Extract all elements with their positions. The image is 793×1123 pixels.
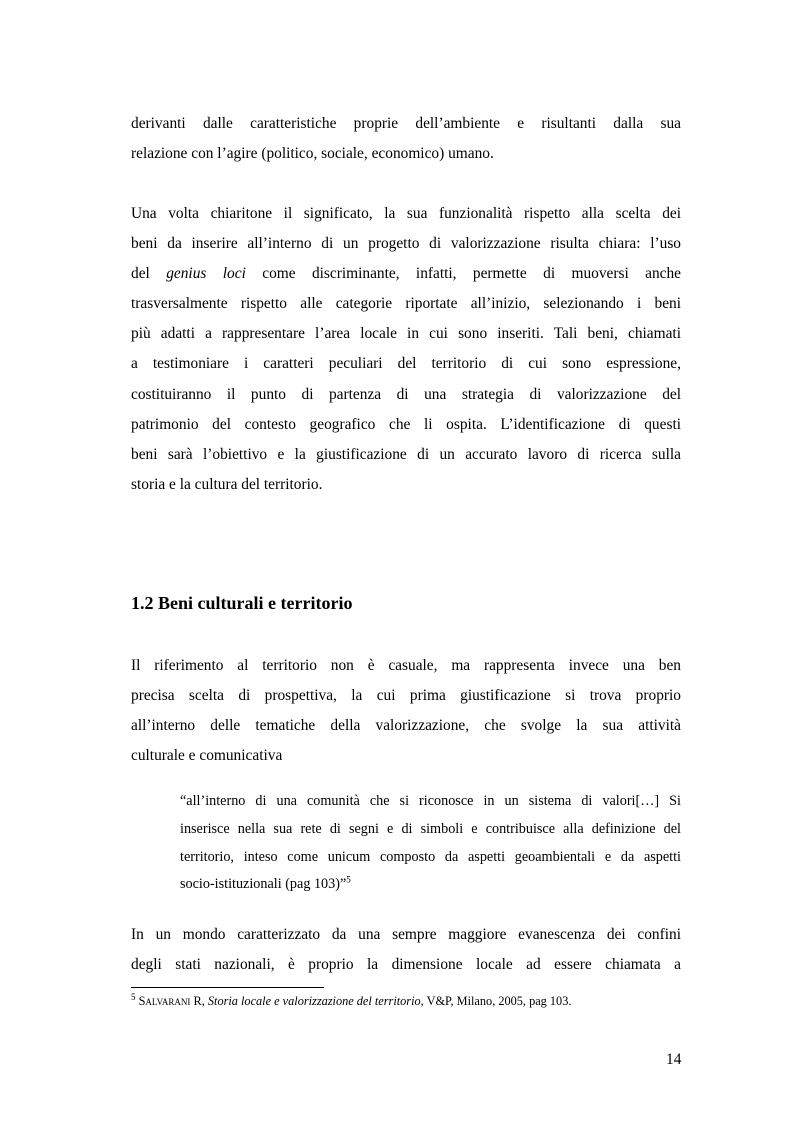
paragraph-line: derivanti dalle caratteristiche proprie dell’ambiente e risultanti dalla sua — [131, 115, 681, 132]
paragraph-text: del — [131, 265, 150, 283]
paragraph-1 — [131, 109, 681, 169]
paragraph-line: Il riferimento al territorio non è casuale, ma rappresenta invece una ben — [131, 657, 681, 674]
paragraph-line: più adatti a rappresentare l’area locale in cui sono inseriti. Tali beni, chiamati — [131, 325, 681, 343]
footnote-reference[interactable]: 5 — [346, 874, 351, 885]
paragraph-line: costituiranno il punto di partenza di una strategia di valorizzazione del — [131, 385, 681, 403]
quote-line: “all’interno di una comunità che si riconosce in un sistema di valori[…] Si — [180, 793, 681, 809]
quote-line: territorio, inteso come unicum composto da aspetti geoambientali e da aspetti — [180, 848, 681, 865]
footnote-title: Storia locale e valorizzazione del territorio — [207, 994, 421, 1008]
paragraph-3 — [131, 651, 681, 771]
paragraph-text: come discriminante, infatti, permette di muoversi anche — [262, 265, 682, 283]
paragraph-line: trasversalmente rispetto alle categorie riportate all’inizio, selezionando i beni — [131, 295, 681, 313]
footnote-divider — [131, 987, 324, 988]
footnote-author-initial: R, — [190, 994, 208, 1008]
paragraph-line: storia e la cultura del territorio. — [131, 475, 323, 493]
quote-line — [180, 871, 681, 899]
paragraph-line: In un mondo caratterizzato da una sempre maggiore evanescenza dei confini — [131, 926, 681, 943]
section-heading: 1.2 Beni culturali e territorio — [131, 593, 353, 613]
paragraph-2 — [131, 199, 681, 500]
footnote — [131, 992, 691, 1010]
paragraph-line: beni da inserire all’interno di un progetto di valorizzazione risulta chiara: l’uso — [131, 235, 681, 253]
paragraph-line: precisa scelta di prospettiva, la cui prima giustificazione si trova proprio — [131, 687, 681, 705]
paragraph-line: all’interno delle tematiche della valorizzazione, che svolge la sua attività — [131, 717, 681, 735]
paragraph-line: patrimonio del contesto geografico che li ospita. L’identificazione di questi — [131, 415, 681, 433]
paragraph-line: relazione con l’agire (politico, sociale, economico) umano. — [131, 145, 494, 163]
paragraph-4 — [131, 920, 681, 980]
paragraph-line: culturale e comunicativa — [131, 747, 283, 765]
paragraph-line: beni sarà l’obiettivo e la giustificazione di un accurato lavoro di ricerca sulla — [131, 445, 681, 463]
quote-line: inserisce nella sua rete di segni e di simboli e contribuisce alla definizione del — [180, 820, 681, 837]
paragraph-line: degli stati nazionali, è proprio la dimensione locale ad essere chiamata a — [131, 956, 681, 974]
paragraph-line: a testimoniare i caratteri peculiari del territorio di cui sono espressione, — [131, 355, 681, 373]
block-quote — [180, 788, 681, 899]
quote-text: socio-istituzionali (pag 103)” — [180, 876, 347, 893]
footnote-details: , V&P, Milano, 2005, pag 103. — [420, 994, 572, 1008]
paragraph-line: Una volta chiaritone il significato, la sua funzionalità rispetto alla scelta dei — [131, 205, 681, 222]
emphasis-genius-loci: genius loci — [166, 265, 246, 283]
footnote-author: Salvarani — [138, 994, 191, 1008]
paragraph-line-with-emphasis — [131, 259, 681, 289]
footnote-number: 5 — [131, 991, 136, 1002]
page-number: 14 — [666, 1051, 682, 1068]
